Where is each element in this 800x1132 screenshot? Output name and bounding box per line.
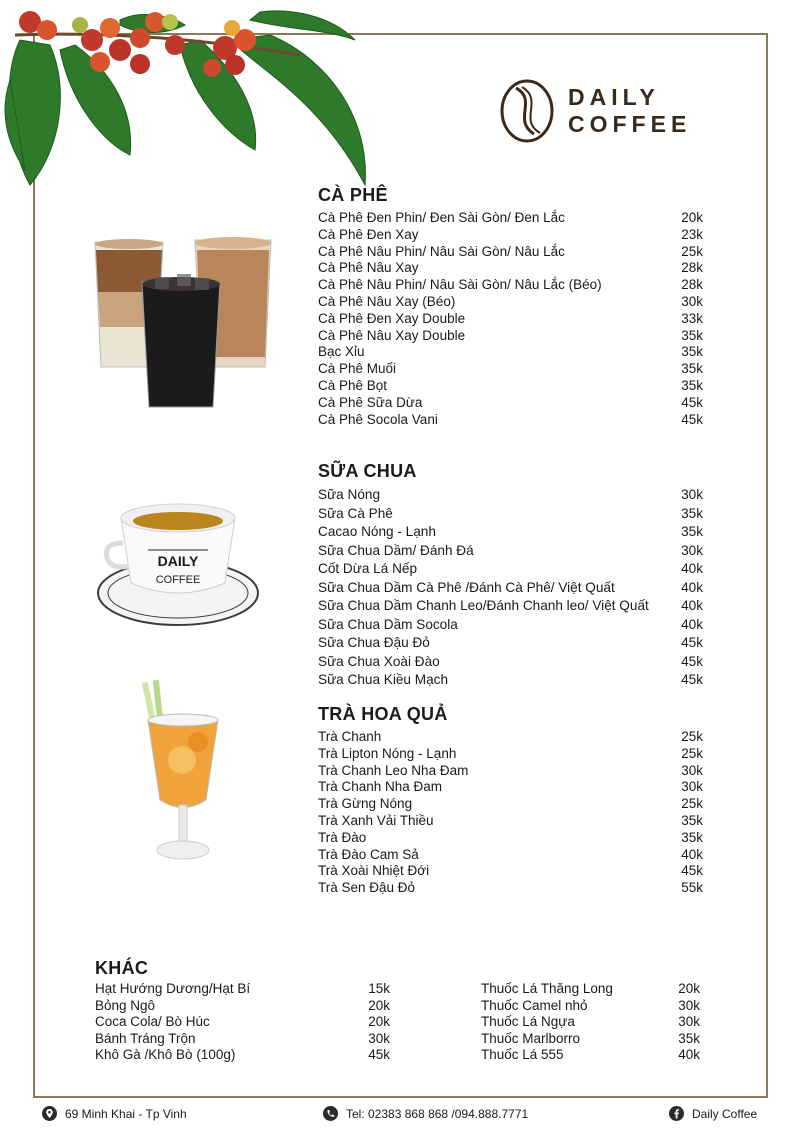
- menu-item-name: Cà Phê Đen Phin/ Đen Sài Gòn/ Đen Lắc: [318, 210, 565, 225]
- menu-item-name: Cà Phê Nâu Xay Double: [318, 327, 466, 343]
- menu-item: [318, 344, 703, 361]
- menu-item: [318, 505, 703, 524]
- menu-item: [318, 244, 703, 261]
- menu-item: [318, 523, 703, 542]
- menu-item: [318, 746, 703, 763]
- menu-item-price: 28k: [681, 277, 703, 293]
- menu-item: [318, 560, 703, 579]
- brand-name-line1: DAILY: [568, 84, 660, 110]
- menu-item-name: Thuốc Lá 555: [481, 1047, 564, 1063]
- menu-item-price: 25k: [681, 796, 703, 812]
- menu-item: [318, 597, 703, 616]
- menu-item-price: 20k: [368, 997, 390, 1013]
- menu-item: [95, 1031, 390, 1048]
- menu-item-price: 40k: [681, 846, 703, 862]
- footer-facebook-text: Daily Coffee: [692, 1107, 758, 1121]
- menu-item-price: 40k: [681, 616, 703, 632]
- menu-item-name: Bạc Xỉu: [318, 344, 365, 360]
- menu-item-name: Sữa Chua Dầm Cà Phê /Đánh Cà Phê/ Việt Quất: [318, 579, 615, 595]
- menu-item-name: Trà Xanh Vải Thiều: [318, 812, 434, 828]
- phone-icon: [323, 1106, 338, 1122]
- menu-item-name: Cà Phê Đen Xay Double: [318, 310, 466, 326]
- menu-list-tra-hoa-qua: [318, 729, 703, 897]
- section-title-khac: KHÁC: [95, 958, 149, 978]
- menu-item-name: Trà Đào Cam Sả: [318, 846, 419, 862]
- menu-item-price: 45k: [368, 1047, 390, 1063]
- menu-item-price: 30k: [681, 762, 703, 778]
- menu-item: [318, 863, 703, 880]
- menu-item: [318, 486, 703, 505]
- menu-item-name: Bỏng Ngô: [95, 997, 156, 1013]
- menu-item-price: 28k: [681, 260, 703, 276]
- menu-item-name: Thuốc Lá Thăng Long: [481, 981, 613, 996]
- menu-item: [318, 260, 703, 277]
- menu-item: [481, 1014, 700, 1031]
- cup-brand-line2: COFFEE: [155, 574, 201, 586]
- menu-item-price: 35k: [681, 361, 703, 377]
- menu-item-price: 45k: [681, 411, 703, 427]
- menu-item: [318, 378, 703, 395]
- menu-item-name: Sữa Chua Dầm/ Đánh Đá: [318, 542, 474, 558]
- menu-item-name: Cà Phê Socola Vani: [318, 411, 438, 427]
- menu-item-name: Sữa Chua Xoài Đào: [318, 653, 440, 669]
- menu-item-name: Khô Gà /Khô Bò (100g): [95, 1047, 236, 1063]
- menu-item-name: Cà Phê Sữa Dừa: [318, 394, 423, 410]
- menu-item-price: 45k: [681, 635, 703, 650]
- menu-item-name: Cà Phê Nâu Phin/ Nâu Sài Gòn/ Nâu Lắc (Béo): [318, 277, 602, 293]
- menu-item-name: Thuốc Lá Ngựa: [481, 1014, 575, 1030]
- menu-item-name: Sữa Nóng: [318, 487, 381, 502]
- menu-item-price: 30k: [678, 997, 700, 1013]
- menu-item-price: 45k: [681, 863, 703, 879]
- menu-item-name: Cà Phê Muối: [318, 361, 397, 377]
- menu-item: [318, 579, 703, 598]
- menu-item-price: 40k: [681, 561, 703, 576]
- menu-item-price: 40k: [678, 1047, 700, 1063]
- menu-item-price: 33k: [681, 310, 703, 326]
- menu-item-name: Coca Cola/ Bò Húc: [95, 1014, 210, 1030]
- facebook-icon: [669, 1106, 684, 1122]
- menu-item-price: 20k: [681, 210, 703, 225]
- menu-list-sua-chua: [318, 486, 703, 690]
- menu-item-price: 40k: [681, 579, 703, 595]
- menu-item: [318, 395, 703, 412]
- coffee-bean-logo-icon: [498, 78, 556, 144]
- section-sua-chua: [318, 461, 703, 690]
- menu-item-price: 35k: [681, 829, 703, 845]
- menu-item-price: 20k: [368, 1014, 390, 1030]
- menu-item: [318, 653, 703, 672]
- menu-item: [318, 311, 703, 328]
- menu-item: [95, 981, 390, 998]
- menu-item-name: Sữa Chua Dầm Chanh Leo/Đánh Chanh leo/ Việt Quất: [318, 598, 649, 613]
- menu-item-price: 40k: [681, 598, 703, 613]
- menu-item-name: Cà Phê Bọt: [318, 377, 388, 393]
- menu-item: [318, 880, 703, 897]
- menu-item-name: Trà Chanh Leo Nha Đam: [318, 762, 469, 778]
- menu-item-name: Trà Xoài Nhiệt Đới: [318, 863, 430, 879]
- menu-item: [481, 1031, 700, 1048]
- menu-item: [318, 328, 703, 345]
- menu-item-name: Cà Phê Nâu Xay (Béo): [318, 293, 456, 309]
- menu-item-name: Sữa Cà Phê: [318, 505, 393, 521]
- brand-name-line2: COFFEE: [568, 111, 692, 137]
- menu-item: [318, 779, 703, 796]
- menu-item: [318, 361, 703, 378]
- menu-item-name: Trà Sen Đậu Đỏ: [318, 880, 416, 896]
- menu-item-name: Trà Gừng Nóng: [318, 796, 413, 812]
- brand-name: [568, 84, 691, 138]
- brand-logo: [498, 78, 718, 148]
- menu-item: [318, 830, 703, 847]
- menu-item-name: Cacao Nóng - Lạnh: [318, 524, 436, 539]
- menu-item-name: Trà Chanh Nha Đam: [318, 779, 443, 795]
- menu-item-name: Trà Lipton Nóng - Lạnh: [318, 745, 457, 761]
- footer: [0, 1104, 800, 1124]
- section-khac: [95, 958, 715, 1071]
- menu-item-price: 35k: [681, 344, 703, 360]
- menu-item-price: 35k: [681, 812, 703, 828]
- menu-item-name: Cà Phê Nâu Phin/ Nâu Sài Gòn/ Nâu Lắc: [318, 243, 565, 259]
- menu-item-price: 25k: [681, 243, 703, 259]
- menu-item-price: 25k: [681, 745, 703, 761]
- menu-item: [318, 227, 703, 244]
- menu-item-price: 45k: [681, 672, 703, 687]
- menu-item-name: Thuốc Marlborro: [481, 1030, 581, 1046]
- iced-coffee-glasses-image: [85, 232, 280, 412]
- menu-item-price: 35k: [681, 377, 703, 393]
- fruit-tea-glass-image: [140, 680, 230, 875]
- menu-item: [318, 412, 703, 429]
- menu-item-price: 35k: [681, 505, 703, 521]
- menu-item-price: 30k: [681, 487, 703, 502]
- menu-item-name: Bánh Tráng Trộn: [95, 1030, 196, 1046]
- menu-item-price: 30k: [681, 779, 703, 795]
- menu-item: [318, 847, 703, 864]
- footer-address-text: 69 Minh Khai - Tp Vinh: [65, 1107, 187, 1121]
- menu-item-price: 45k: [681, 394, 703, 410]
- menu-item-price: 23k: [681, 226, 703, 242]
- menu-item: [318, 796, 703, 813]
- menu-item-name: Trà Đào: [318, 829, 367, 845]
- menu-item: [318, 671, 703, 690]
- menu-item: [318, 277, 703, 294]
- footer-facebook: [669, 1106, 757, 1122]
- menu-item-name: Sữa Chua Dầm Socola: [318, 616, 458, 632]
- section-ca-phe: [318, 185, 703, 428]
- menu-item-price: 35k: [678, 1030, 700, 1046]
- menu-item: [95, 1014, 390, 1031]
- menu-item-price: 30k: [678, 1014, 700, 1030]
- menu-item-price: 35k: [681, 327, 703, 343]
- footer-phone-text: Tel: 02383 868 868 /094.888.7771: [346, 1107, 529, 1121]
- section-tra-hoa-qua: [318, 704, 703, 897]
- menu-item: [95, 1047, 390, 1064]
- menu-item-price: 15k: [368, 981, 390, 996]
- menu-item-price: 35k: [681, 524, 703, 539]
- coffee-cup-image: [93, 488, 263, 633]
- menu-item-price: 30k: [681, 542, 703, 558]
- menu-item-price: 55k: [681, 880, 703, 896]
- location-icon: [42, 1106, 57, 1122]
- menu-item-name: Sữa Chua Kiều Mạch: [318, 672, 449, 687]
- menu-item-price: 30k: [368, 1030, 390, 1046]
- menu-item-name: Cốt Dừa Lá Nếp: [318, 561, 418, 576]
- menu-item: [481, 998, 700, 1015]
- section-title-sua-chua: SỮA CHUA: [318, 461, 417, 481]
- menu-item: [318, 729, 703, 746]
- menu-item-price: 20k: [678, 981, 700, 996]
- menu-item: [318, 616, 703, 635]
- section-title-ca-phe: CÀ PHÊ: [318, 185, 388, 205]
- menu-item: [481, 981, 700, 998]
- footer-address: [42, 1106, 187, 1122]
- coffee-branch-illustration: [0, 0, 380, 190]
- menu-item-price: 45k: [681, 653, 703, 669]
- menu-item-name: Cà Phê Nâu Xay: [318, 260, 419, 276]
- menu-item: [318, 634, 703, 653]
- menu-item-name: Trà Chanh: [318, 729, 382, 744]
- menu-item: [318, 210, 703, 227]
- menu-item-name: Hạt Hướng Dương/Hạt Bí: [95, 981, 251, 996]
- section-title-tra-hoa-qua: TRÀ HOA QUẢ: [318, 704, 448, 724]
- menu-item: [318, 813, 703, 830]
- footer-phone: [323, 1106, 528, 1122]
- menu-item-price: 25k: [681, 729, 703, 744]
- menu-item: [318, 763, 703, 780]
- menu-item: [481, 1047, 700, 1064]
- menu-list-khac-left: [95, 981, 390, 1064]
- menu-item: [318, 294, 703, 311]
- menu-item-name: Sữa Chua Đậu Đỏ: [318, 635, 430, 650]
- menu-item-price: 30k: [681, 293, 703, 309]
- cup-brand-line1: DAILY: [157, 553, 199, 569]
- menu-item: [318, 542, 703, 561]
- menu-item-name: Thuốc Camel nhỏ: [481, 997, 588, 1013]
- menu-item-name: Cà Phê Đen Xay: [318, 226, 419, 242]
- menu-item: [95, 998, 390, 1015]
- menu-list-khac-right: [481, 981, 700, 1064]
- menu-list-ca-phe: [318, 210, 703, 428]
